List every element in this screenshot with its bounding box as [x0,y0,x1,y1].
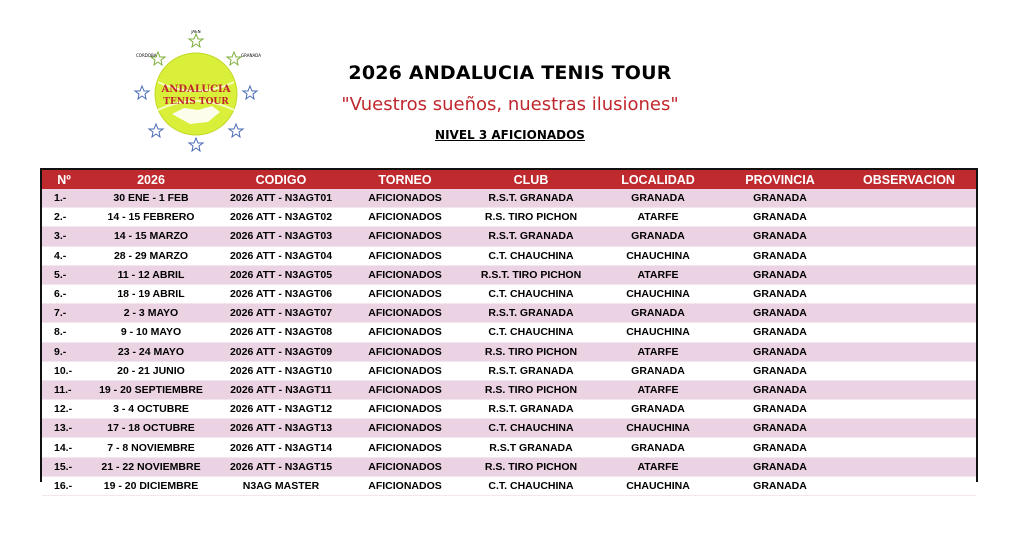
cell-locality: ATARFE [598,208,718,227]
cell-code: 2026 ATT - N3AGT04 [216,246,346,265]
cell-observation [842,342,976,361]
cell-club: R.S. TIRO PICHON [464,342,598,361]
cell-club: R.S.T. GRANADA [464,189,598,208]
cell-observation [842,361,976,380]
svg-text:CORDOBA: CORDOBA [136,53,157,58]
cell-locality: ATARFE [598,342,718,361]
cell-date: 17 - 18 OCTUBRE [86,419,216,438]
cell-locality: CHAUCHINA [598,476,718,495]
col-header-locality: LOCALIDAD [598,170,718,189]
cell-code: N3AG MASTER [216,476,346,495]
cell-locality: ATARFE [598,380,718,399]
cell-observation [842,419,976,438]
cell-province: GRANADA [718,284,842,303]
table-row [42,438,976,457]
cell-tournament: AFICIONADOS [346,227,464,246]
cell-province: GRANADA [718,323,842,342]
cell-number: 11.- [42,380,86,399]
cell-locality: CHAUCHINA [598,419,718,438]
cell-province: GRANADA [718,457,842,476]
cell-observation [842,438,976,457]
cell-tournament: AFICIONADOS [346,284,464,303]
cell-tournament: AFICIONADOS [346,457,464,476]
level-label: NIVEL 3 AFICIONADOS [435,128,585,142]
cell-province: GRANADA [718,189,842,208]
cell-number: 16.- [42,476,86,495]
table-row [42,476,976,495]
cell-province: GRANADA [718,476,842,495]
schedule-table-container [40,168,978,492]
cell-club: R.S. TIRO PICHON [464,457,598,476]
cell-observation [842,380,976,399]
cell-date: 3 - 4 OCTUBRE [86,400,216,419]
col-header-club: CLUB [464,170,598,189]
cell-tournament: AFICIONADOS [346,380,464,399]
cell-code: 2026 ATT - N3AGT07 [216,304,346,323]
table-row [42,189,976,208]
cell-club: R.S.T. GRANADA [464,227,598,246]
cell-number: 1.- [42,189,86,208]
cell-province: GRANADA [718,265,842,284]
cell-tournament: AFICIONADOS [346,304,464,323]
cell-club: R.S.T GRANADA [464,438,598,457]
cell-club: R.S. TIRO PICHON [464,380,598,399]
cell-tournament: AFICIONADOS [346,208,464,227]
cell-number: 14.- [42,438,86,457]
cell-locality: CHAUCHINA [598,284,718,303]
cell-code: 2026 ATT - N3AGT14 [216,438,346,457]
cell-club: R.S. TIRO PICHON [464,208,598,227]
cell-club: C.T. CHAUCHINA [464,476,598,495]
cell-number: 15.- [42,457,86,476]
table-row [42,380,976,399]
table-row [42,208,976,227]
cell-code: 2026 ATT - N3AGT05 [216,265,346,284]
cell-tournament: AFICIONADOS [346,476,464,495]
star-icon [189,138,203,151]
cell-date: 28 - 29 MARZO [86,246,216,265]
cell-observation [842,208,976,227]
cell-locality: GRANADA [598,438,718,457]
cell-province: GRANADA [718,400,842,419]
andalucia-tenis-tour-logo [128,30,264,152]
cell-locality: GRANADA [598,361,718,380]
cell-locality: ATARFE [598,265,718,284]
cell-number: 12.- [42,400,86,419]
cell-date: 20 - 21 JUNIO [86,361,216,380]
cell-observation [842,400,976,419]
cell-observation [842,323,976,342]
cell-code: 2026 ATT - N3AGT12 [216,400,346,419]
cell-number: 4.- [42,246,86,265]
col-header-number: Nº [42,170,86,189]
table-row [42,342,976,361]
cell-number: 8.- [42,323,86,342]
cell-date: 14 - 15 MARZO [86,227,216,246]
col-header-date: 2026 [86,170,216,189]
cell-observation [842,265,976,284]
cell-number: 2.- [42,208,86,227]
cell-observation [842,304,976,323]
svg-text:GRANADA: GRANADA [241,53,261,58]
cell-date: 2 - 3 MAYO [86,304,216,323]
cell-observation [842,476,976,495]
page-subtitle: "Vuestros sueños, nuestras ilusiones" [341,94,679,115]
cell-tournament: AFICIONADOS [346,265,464,284]
cell-province: GRANADA [718,342,842,361]
page-title: 2026 ANDALUCIA TENIS TOUR [348,62,672,84]
cell-club: C.T. CHAUCHINA [464,323,598,342]
cell-date: 19 - 20 DICIEMBRE [86,476,216,495]
table-row [42,419,976,438]
cell-club: C.T. CHAUCHINA [464,246,598,265]
cell-club: R.S.T. GRANADA [464,400,598,419]
col-header-province: PROVINCIA [718,170,842,189]
table-row [42,246,976,265]
cell-code: 2026 ATT - N3AGT02 [216,208,346,227]
table-row [42,265,976,284]
cell-code: 2026 ATT - N3AGT06 [216,284,346,303]
cell-locality: CHAUCHINA [598,323,718,342]
cell-number: 13.- [42,419,86,438]
col-header-observation: OBSERVACION [842,170,976,189]
cell-date: 14 - 15 FEBRERO [86,208,216,227]
cell-province: GRANADA [718,208,842,227]
cell-code: 2026 ATT - N3AGT09 [216,342,346,361]
cell-club: C.T. CHAUCHINA [464,419,598,438]
table-row [42,227,976,246]
cell-tournament: AFICIONADOS [346,438,464,457]
schedule-table [42,170,976,496]
cell-locality: GRANADA [598,400,718,419]
cell-date: 18 - 19 ABRIL [86,284,216,303]
cell-date: 23 - 24 MAYO [86,342,216,361]
cell-code: 2026 ATT - N3AGT15 [216,457,346,476]
cell-code: 2026 ATT - N3AGT10 [216,361,346,380]
cell-tournament: AFICIONADOS [346,342,464,361]
cell-locality: GRANADA [598,189,718,208]
star-icon [189,34,203,47]
cell-observation [842,457,976,476]
cell-observation [842,227,976,246]
star-icon [149,124,163,137]
table-row [42,400,976,419]
table-row [42,361,976,380]
cell-province: GRANADA [718,361,842,380]
cell-locality: GRANADA [598,227,718,246]
level-heading [250,128,770,142]
table-row [42,457,976,476]
cell-number: 3.- [42,227,86,246]
col-header-code: CODIGO [216,170,346,189]
cell-tournament: AFICIONADOS [346,400,464,419]
table-row [42,323,976,342]
cell-number: 5.- [42,265,86,284]
cell-locality: GRANADA [598,304,718,323]
star-icon [135,86,149,99]
col-header-tournament: TORNEO [346,170,464,189]
cell-observation [842,189,976,208]
cell-date: 21 - 22 NOVIEMBRE [86,457,216,476]
cell-province: GRANADA [718,227,842,246]
cell-code: 2026 ATT - N3AGT11 [216,380,346,399]
cell-number: 7.- [42,304,86,323]
cell-number: 9.- [42,342,86,361]
cell-province: GRANADA [718,438,842,457]
cell-tournament: AFICIONADOS [346,189,464,208]
table-row [42,284,976,303]
cell-club: R.S.T. GRANADA [464,361,598,380]
cell-tournament: AFICIONADOS [346,323,464,342]
cell-club: R.S.T. GRANADA [464,304,598,323]
svg-text:TENIS TOUR: TENIS TOUR [163,97,229,107]
cell-code: 2026 ATT - N3AGT03 [216,227,346,246]
svg-text:ANDALUCIA: ANDALUCIA [161,84,231,95]
cell-date: 11 - 12 ABRIL [86,265,216,284]
cell-province: GRANADA [718,380,842,399]
star-icon [229,124,243,137]
star-icon [227,52,241,65]
cell-date: 19 - 20 SEPTIEMBRE [86,380,216,399]
cell-province: GRANADA [718,246,842,265]
cell-locality: ATARFE [598,457,718,476]
cell-tournament: AFICIONADOS [346,419,464,438]
table-header-row [42,170,976,189]
svg-text:JAEN: JAEN [191,30,201,34]
cell-code: 2026 ATT - N3AGT08 [216,323,346,342]
cell-observation [842,284,976,303]
cell-code: 2026 ATT - N3AGT01 [216,189,346,208]
cell-locality: CHAUCHINA [598,246,718,265]
table-row [42,304,976,323]
cell-observation [842,246,976,265]
cell-date: 9 - 10 MAYO [86,323,216,342]
cell-date: 30 ENE - 1 FEB [86,189,216,208]
cell-province: GRANADA [718,304,842,323]
cell-tournament: AFICIONADOS [346,246,464,265]
cell-number: 10.- [42,361,86,380]
cell-club: C.T. CHAUCHINA [464,284,598,303]
cell-tournament: AFICIONADOS [346,361,464,380]
cell-club: R.S.T. TIRO PICHON [464,265,598,284]
cell-date: 7 - 8 NOVIEMBRE [86,438,216,457]
cell-code: 2026 ATT - N3AGT13 [216,419,346,438]
cell-number: 6.- [42,284,86,303]
cell-province: GRANADA [718,419,842,438]
